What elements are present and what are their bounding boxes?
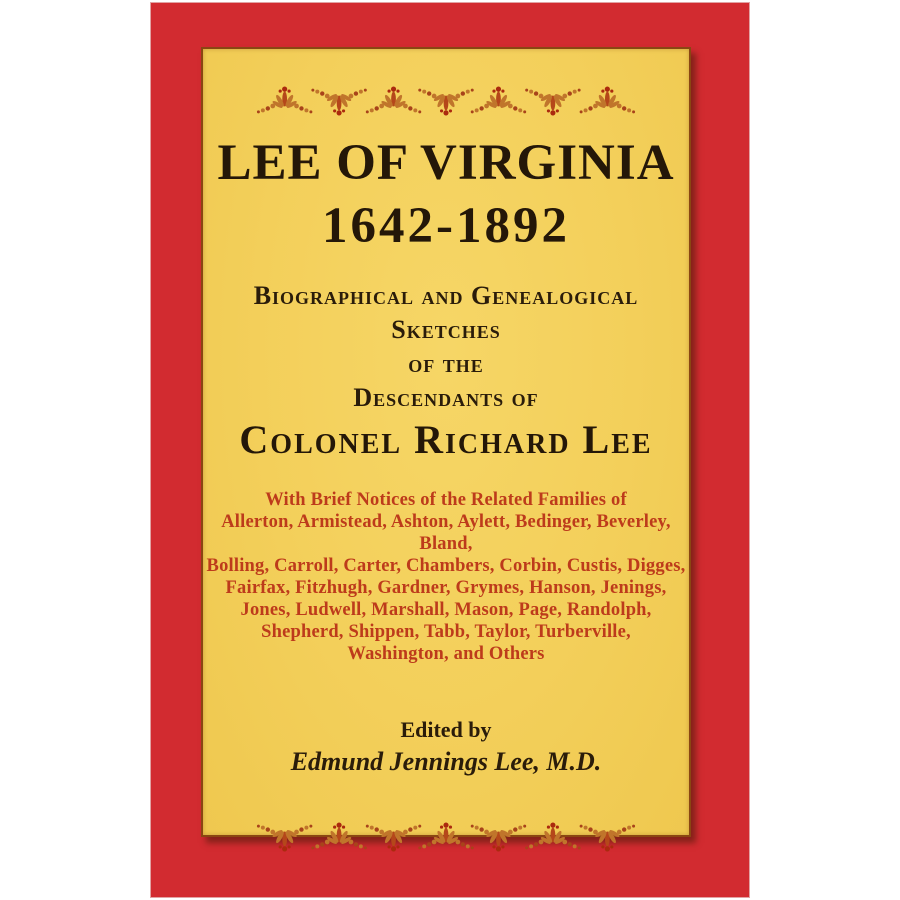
- book-subtitle: [203, 279, 689, 415]
- subtitle-line: of the: [408, 349, 484, 378]
- cover-inner-panel: [201, 47, 691, 837]
- families-line: Fairfax, Fitzhugh, Gardner, Grymes, Hanson, Jenings,: [225, 578, 667, 598]
- book-title-years: 1642-1892: [322, 198, 570, 254]
- edited-by-label: Edited by: [400, 717, 492, 742]
- floral-garland-icon: [251, 813, 641, 861]
- families-line: Shepherd, Shippen, Tabb, Taylor, Turberville,: [261, 622, 631, 642]
- families-line: Allerton, Armistead, Ashton, Aylett, Bedinger, Beverley, Bland,: [221, 512, 671, 554]
- main-subject-name: Colonel Richard Lee: [239, 417, 653, 462]
- floral-garland-icon: [251, 77, 641, 125]
- book-cover: [150, 2, 750, 898]
- families-line: Washington, and Others: [347, 644, 545, 664]
- subtitle-line: Sketches: [391, 315, 501, 344]
- editor-name: Edmund Jennings Lee, M.D.: [290, 747, 602, 776]
- book-title: LEE OF VIRGINIA: [217, 135, 675, 191]
- subtitle-line: Biographical and Genealogical: [253, 281, 639, 310]
- families-line: Jones, Ludwell, Marshall, Mason, Page, Randolph,: [240, 600, 652, 620]
- related-families-block: [203, 489, 689, 665]
- subtitle-line: Descendants of: [353, 383, 539, 412]
- families-intro: With Brief Notices of the Related Families of: [265, 490, 627, 510]
- families-line: Bolling, Carroll, Carter, Chambers, Corbin, Custis, Digges,: [206, 556, 686, 576]
